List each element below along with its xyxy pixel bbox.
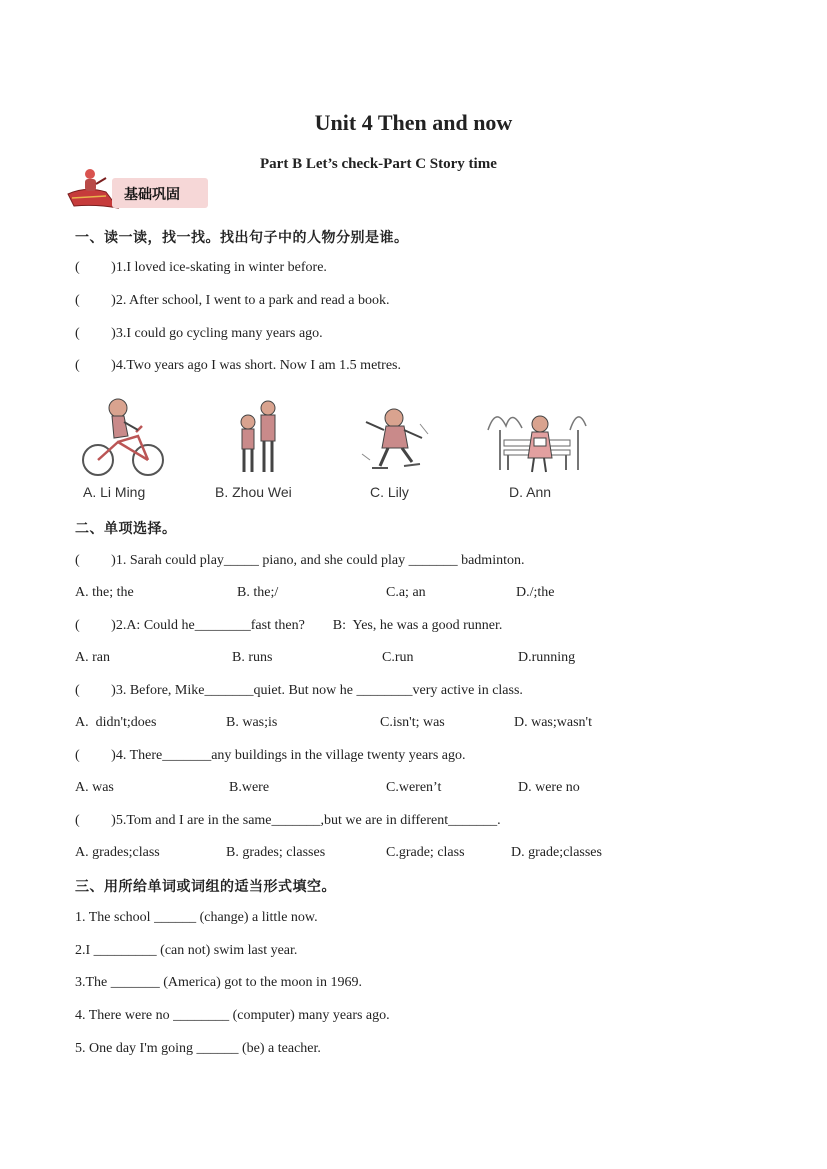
- fill-blank-item: 3.The _______ (America) got to the moon in 1969.: [75, 975, 362, 990]
- section-1-heading: 一、读一读，找一找。找出句子中的人物分别是谁。: [75, 230, 409, 246]
- question-stem: ( )5.Tom and I are in the same_______,but we are in different_______.: [75, 813, 501, 828]
- boy-cycling-icon: [76, 396, 168, 480]
- option-c: C.a; an: [386, 585, 426, 600]
- question-stem: ( )3. Before, Mike_______quiet. But now he ________very active in class.: [75, 683, 523, 698]
- picture-label-d: D. Ann: [509, 484, 552, 500]
- option-c: C.run: [382, 650, 414, 665]
- option-d: D. was;wasn't: [514, 715, 592, 730]
- option-b: B. runs: [232, 650, 273, 665]
- two-boys-height-icon: [234, 398, 284, 478]
- picture-label-a: A. Li Ming: [83, 484, 146, 500]
- fill-blank-item: 5. One day I'm going ______ (be) a teacher.: [75, 1041, 321, 1056]
- section-3-heading: 三、用所给单词或词组的适当形式填空。: [75, 879, 336, 895]
- fill-blank-item: 4. There were no ________ (computer) many years ago.: [75, 1008, 390, 1023]
- picture-label-c: C. Lily: [370, 484, 409, 500]
- option-b: B. was;is: [226, 715, 278, 730]
- question-stem: ( )2.A: Could he________fast then? B: Yes, he was a good runner.: [75, 618, 503, 633]
- fill-blank-item: 1. The school ______ (change) a little now.: [75, 910, 318, 925]
- option-d: D./;the: [516, 585, 555, 600]
- girl-ice-skating-icon: [358, 404, 434, 478]
- section-1-item: ( )2. After school, I went to a park and read a book.: [75, 293, 390, 308]
- page-title: Unit 4 Then and now: [314, 110, 513, 135]
- section-2-heading: 二、单项选择。: [75, 521, 177, 537]
- option-a: A. didn't;does: [75, 715, 157, 730]
- section-1-item: ( )3.I could go cycling many years ago.: [75, 326, 323, 341]
- option-c: C.grade; class: [386, 845, 465, 860]
- section-1-item: ( )1.I loved ice-skating in winter before.: [75, 260, 327, 275]
- option-d: D. grade;classes: [511, 845, 602, 860]
- question-stem: ( )4. There_______any buildings in the village twenty years ago.: [75, 748, 466, 763]
- girl-reading-park-icon: [482, 400, 590, 478]
- option-a: A. ran: [75, 650, 110, 665]
- option-d: D.running: [518, 650, 576, 665]
- option-b: B.were: [229, 780, 270, 795]
- option-b: B. grades; classes: [226, 845, 326, 860]
- option-a: A. the; the: [75, 585, 134, 600]
- option-d: D. were no: [518, 780, 580, 795]
- banner-label: 基础巩固: [124, 187, 180, 203]
- page-subtitle: Part B Let’s check-Part C Story time: [260, 156, 497, 172]
- option-a: A. grades;class: [75, 845, 160, 860]
- option-c: C.isn't; was: [380, 715, 445, 730]
- picture-label-b: B. Zhou Wei: [215, 484, 292, 500]
- option-c: C.weren’t: [386, 780, 442, 795]
- question-stem: ( )1. Sarah could play_____ piano, and she could play _______ badminton.: [75, 553, 525, 568]
- option-b: B. the;/: [237, 585, 279, 600]
- fill-blank-item: 2.I _________ (can not) swim last year.: [75, 943, 298, 958]
- option-a: A. was: [75, 780, 114, 795]
- section-1-item: ( )4.Two years ago I was short. Now I am 1.5 metres.: [75, 358, 401, 373]
